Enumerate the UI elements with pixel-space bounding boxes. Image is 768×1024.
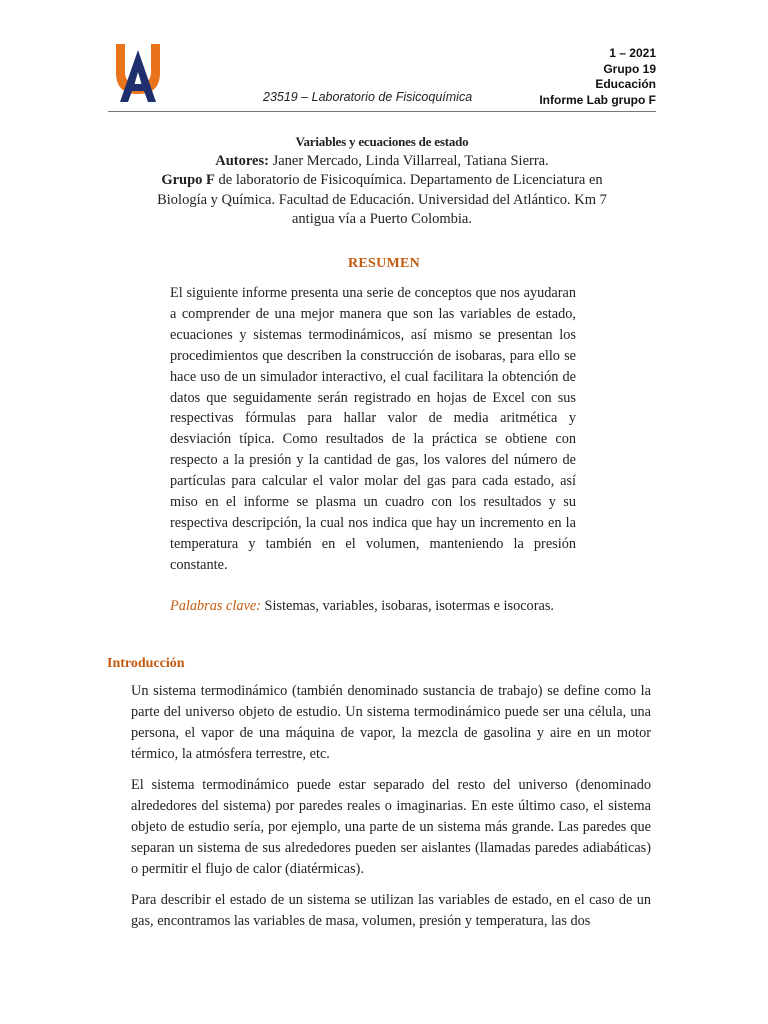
introduction-heading: Introducción	[107, 656, 185, 671]
report-label: Informe Lab grupo F	[539, 92, 656, 107]
group: Grupo 19	[603, 61, 656, 76]
paragraph: Para describir el estado de un sistema se utilizan las variables de estado, en el caso de un gas, encontramos las variables de masa, volumen, presión y temperatura, las dos	[131, 892, 651, 929]
affiliation: de laboratorio de Fisicoquímica. Departamento de Licenciatura en Biología y Química. Facultad de Educación. Universidad del Atlántico. Km 7 antigua vía a Puerto Colombia.	[157, 172, 607, 227]
period: 1 – 2021	[609, 46, 656, 60]
faculty: Educación	[595, 77, 656, 91]
authors: Janer Mercado, Linda Villarreal, Tatiana Sierra.	[268, 152, 549, 169]
affiliation-line	[140, 171, 624, 230]
title-block	[140, 132, 624, 230]
keywords: Sistemas, variables, isobaras, isotermas e isocoras.	[260, 598, 554, 614]
authors-line	[140, 152, 624, 172]
abstract-heading: RESUMEN	[347, 256, 421, 271]
introduction-body	[131, 681, 651, 942]
keywords-line	[170, 598, 590, 615]
paragraph: El sistema termodinámico puede estar separado del resto del universo (denominado alrededores del sistema) por paredes reales o imaginarias. En este último caso, el sistema objeto de estudio sería, por ejemplo, una parte de un sistema más grande. Las paredes que separan un sistema de sus alrededores pueden ser aislantes (llamadas paredes adiabáticas) o permitir el flujo de calor (diatérmicas).	[131, 777, 651, 877]
header-divider	[108, 111, 656, 112]
university-logo	[112, 42, 164, 104]
paper-title: Variables y ecuaciones de estado	[295, 134, 469, 149]
course-name: 23519 – Laboratorio de Fisicoquímica	[263, 90, 473, 104]
keywords-label: Palabras clave	[170, 598, 257, 614]
paragraph: Un sistema termodinámico (también denominado sustancia de trabajo) se define como la parte del universo objeto de estudio. Un sistema termodinámico puede ser una célula, una persona, el vapor de una máquina de vapor, la mezcla de gasolina y aire en un motor térmico, la atmósfera terrestre, etc.	[131, 683, 651, 762]
keywords-separator: :	[256, 598, 261, 614]
header-meta	[539, 46, 656, 108]
abstract	[170, 283, 576, 576]
abstract-text: El siguiente informe presenta una serie de conceptos que nos ayudaran a comprender de una mejor manera que son las variables de estado, ecuaciones y sistemas termodinámicos, así mismo se presentan los procedimientos que describen la construcción de isobaras, para ello se hace uso de un simulador interactivo, el cual facilitara la obtención de datos que seguidamente serán registrado en hojas de Excel con sus respectivas fórmulas para hallar valor de media aritmética y desviación típica. Como resultados de la práctica se obtiene con respecto a la presión y la cantidad de gas, los valores del número de partículas para calcular el valor molar del gas para cada estado, así miso en el informe se plasma un cuadro con los resultados y su respectiva descripción, la cual nos indica que hay un incremento en la temperatura y también en el volumen, manteniendo la presión constante.	[170, 285, 576, 573]
affiliation-label: Grupo F	[161, 172, 215, 188]
authors-label: Autores:	[215, 152, 269, 169]
